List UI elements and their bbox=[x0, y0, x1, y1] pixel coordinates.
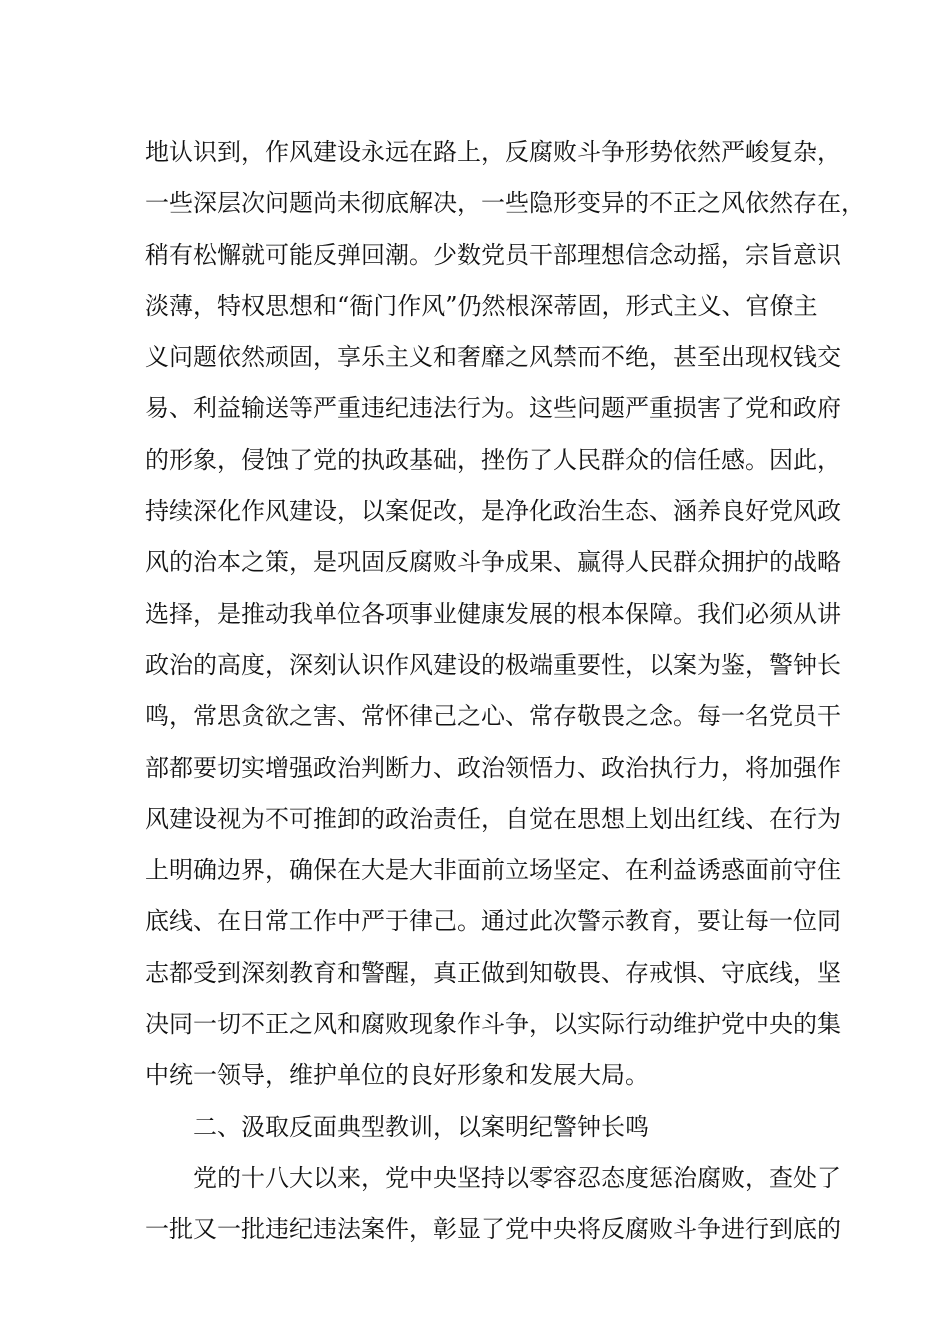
paragraph-line: 政治的高度，深刻认识作风建设的极端重要性，以案为鉴，警钟长 bbox=[145, 650, 841, 679]
paragraph-line: 中统一领导，维护单位的良好形象和发展大局。 bbox=[145, 1061, 649, 1090]
paragraph-line: 底线、在日常工作中严于律己。通过此次警示教育，要让每一位同 bbox=[145, 907, 841, 936]
paragraph-line: 鸣，常思贪欲之害、常怀律己之心、常存敬畏之念。每一名党员干 bbox=[145, 702, 841, 731]
paragraph-line: 一批又一批违纪违法案件，彰显了党中央将反腐败斗争进行到底的 bbox=[145, 1215, 841, 1244]
paragraph-line: 义问题依然顽固，享乐主义和奢靡之风禁而不绝，甚至出现权钱交 bbox=[145, 343, 841, 372]
document-body bbox=[145, 127, 865, 1256]
paragraph-line: 部都要切实增强政治判断力、政治领悟力、政治执行力，将加强作 bbox=[145, 753, 841, 782]
paragraph-line: 稍有松懈就可能反弹回潮。少数党员干部理想信念动摇，宗旨意识 bbox=[145, 240, 841, 269]
paragraph-line: 的形象，侵蚀了党的执政基础，挫伤了人民群众的信任感。因此， bbox=[145, 445, 841, 474]
paragraph-line: 易、利益输送等严重违纪违法行为。这些问题严重损害了党和政府 bbox=[145, 394, 841, 423]
paragraph-line: 上明确边界，确保在大是大非面前立场坚定、在利益诱惑面前守住 bbox=[145, 856, 841, 885]
paragraph-line: 风的治本之策，是巩固反腐败斗争成果、赢得人民群众拥护的战略 bbox=[145, 548, 841, 577]
paragraph-line: 淡薄，特权思想和“衙门作风”仍然根深蒂固，形式主义、官僚主 bbox=[145, 291, 818, 320]
section-heading: 二、汲取反面典型教训，以案明纪警钟长鸣 bbox=[193, 1112, 649, 1141]
paragraph-line: 党的十八大以来，党中央坚持以零容忍态度惩治腐败，查处了 bbox=[193, 1163, 841, 1192]
paragraph-line: 选择，是推动我单位各项事业健康发展的根本保障。我们必须从讲 bbox=[145, 599, 841, 628]
paragraph-line: 决同一切不正之风和腐败现象作斗争，以实际行动维护党中央的集 bbox=[145, 1010, 841, 1039]
paragraph-line: 风建设视为不可推卸的政治责任，自觉在思想上划出红线、在行为 bbox=[145, 804, 841, 833]
paragraph-line: 地认识到，作风建设永远在路上，反腐败斗争形势依然严峻复杂， bbox=[145, 138, 841, 166]
paragraph-line: 志都受到深刻教育和警醒，真正做到知敬畏、存戒惧、守底线，坚 bbox=[145, 958, 841, 987]
paragraph-line: 一些深层次问题尚未彻底解决，一些隐形变异的不正之风依然存在， bbox=[145, 189, 865, 218]
paragraph-line: 持续深化作风建设，以案促改，是净化政治生态、涵养良好党风政 bbox=[145, 497, 841, 526]
